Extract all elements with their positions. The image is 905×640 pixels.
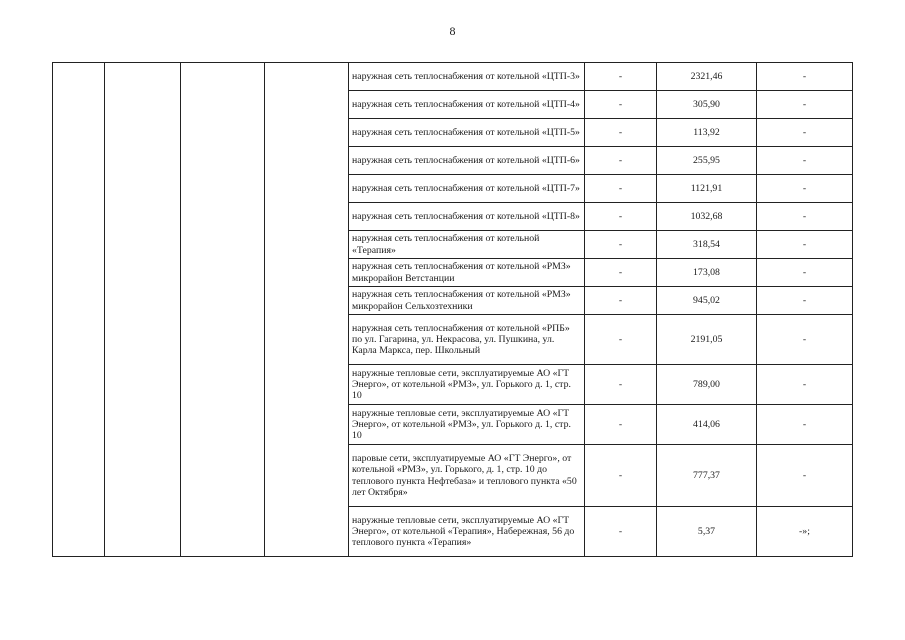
dash-cell: -	[585, 147, 657, 175]
value-cell: 1032,68	[657, 203, 757, 231]
dash-cell: -	[585, 175, 657, 203]
dash-cell: -	[585, 63, 657, 91]
network-description: наружная сеть теплоснабжения от котельной «ЦТП-3»	[349, 63, 585, 91]
dash-cell: -	[585, 405, 657, 445]
network-description: наружная сеть теплоснабжения от котельной «ЦТП-8»	[349, 203, 585, 231]
value-cell: 113,92	[657, 119, 757, 147]
dash-cell: -	[757, 259, 853, 287]
dash-cell: -	[757, 91, 853, 119]
dash-cell: -	[585, 445, 657, 507]
dash-cell: -	[757, 315, 853, 365]
dash-cell: -	[757, 119, 853, 147]
dash-cell: -	[757, 287, 853, 315]
value-cell: 1121,91	[657, 175, 757, 203]
network-description: наружные тепловые сети, эксплуатируемые АО «ГТ Энерго», от котельной «РМЗ», ул. Горького д. 1, стр. 10	[349, 365, 585, 405]
dash-cell: -	[757, 175, 853, 203]
network-description: наружная сеть теплоснабжения от котельной «ЦТП-5»	[349, 119, 585, 147]
network-description: наружная сеть теплоснабжения от котельной «ЦТП-4»	[349, 91, 585, 119]
dash-cell: -	[757, 365, 853, 405]
network-description: наружная сеть теплоснабжения от котельной «РПБ» по ул. Гагарина, ул. Некрасова, ул. Пушкина, ул. Карла Маркса, пер. Школьный	[349, 315, 585, 365]
dash-cell: -	[585, 259, 657, 287]
table-row	[53, 63, 853, 91]
dash-cell: -	[585, 287, 657, 315]
dash-cell: -»;	[757, 507, 853, 557]
dash-cell: -	[757, 147, 853, 175]
network-description: наружные тепловые сети, эксплуатируемые АО «ГТ Энерго», от котельной «Терапия», Набережная, 56 до теплового пункта «Терапия»	[349, 507, 585, 557]
dash-cell: -	[585, 203, 657, 231]
dash-cell: -	[757, 63, 853, 91]
value-cell: 318,54	[657, 231, 757, 259]
dash-cell: -	[585, 119, 657, 147]
network-description: наружная сеть теплоснабжения от котельной «ЦТП-6»	[349, 147, 585, 175]
heat-network-table	[52, 62, 853, 557]
network-description: паровые сети, эксплуатируемые АО «ГТ Энерго», от котельной «РМЗ», ул. Горького, д. 1, стр. 10 до теплового пункта Нефтебаза» и теплового пункта «50 лет Октября»	[349, 445, 585, 507]
value-cell: 789,00	[657, 365, 757, 405]
dash-cell: -	[757, 405, 853, 445]
dash-cell: -	[585, 231, 657, 259]
empty-cell-col4	[265, 63, 349, 557]
dash-cell: -	[757, 445, 853, 507]
dash-cell: -	[585, 91, 657, 119]
empty-cell-col1	[53, 63, 105, 557]
value-cell: 305,90	[657, 91, 757, 119]
page-number: 8	[449, 24, 456, 38]
dash-cell: -	[585, 315, 657, 365]
value-cell: 255,95	[657, 147, 757, 175]
network-description: наружная сеть теплоснабжения от котельной «РМЗ» микрорайон Сельхозтехники	[349, 287, 585, 315]
network-description: наружная сеть теплоснабжения от котельной «ЦТП-7»	[349, 175, 585, 203]
empty-cell-col3	[181, 63, 265, 557]
empty-cell-col2	[105, 63, 181, 557]
network-description: наружные тепловые сети, эксплуатируемые АО «ГТ Энерго», от котельной «РМЗ», ул. Горького д. 1, стр. 10	[349, 405, 585, 445]
value-cell: 945,02	[657, 287, 757, 315]
value-cell: 173,08	[657, 259, 757, 287]
value-cell: 777,37	[657, 445, 757, 507]
value-cell: 5,37	[657, 507, 757, 557]
value-cell: 2191,05	[657, 315, 757, 365]
dash-cell: -	[757, 231, 853, 259]
value-cell: 414,06	[657, 405, 757, 445]
value-cell: 2321,46	[657, 63, 757, 91]
network-description: наружная сеть теплоснабжения от котельной «РМЗ» микрорайон Ветстанции	[349, 259, 585, 287]
dash-cell: -	[585, 365, 657, 405]
dash-cell: -	[585, 507, 657, 557]
network-description: наружная сеть теплоснабжения от котельной «Терапия»	[349, 231, 585, 259]
dash-cell: -	[757, 203, 853, 231]
